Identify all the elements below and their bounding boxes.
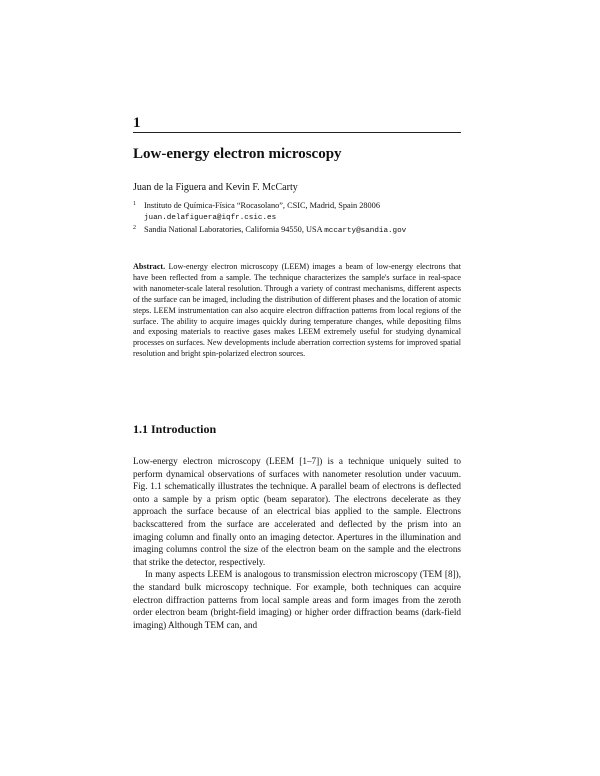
- body-text: [133, 455, 461, 631]
- abstract-text: Low-energy electron microscopy (LEEM) images a beam of low-energy electrons that have been reflected from a sample. The technique characterizes the sample's surface in real-space with nanometer-scale lateral resolution. Through a variety of contrast mechanisms, different aspects of the surface can be imaged, including the distribution of different phases and the location of atomic steps. LEEM instrumentation can also acquire electron diffraction patterns from local regions of the surface. The ability to acquire images quickly during temperature changes, while depositing films and exposing materials to reactive gases makes LEEM extremely useful for studying dynamical processes on surfaces. New developments include aberration correction systems for improved spatial resolution and bright spin-polarized electron sources.: [133, 262, 461, 359]
- author-email[interactable]: mccarty@sandia.gov: [324, 227, 407, 235]
- chapter-rule: [133, 132, 461, 133]
- section-heading: 1.1 Introduction: [133, 422, 217, 436]
- author-list: Juan de la Figuera and Kevin F. McCarty: [133, 182, 298, 193]
- abstract-label: Abstract.: [133, 262, 166, 271]
- affiliation-text: Instituto de Química-Física “Rocasolano”, CSIC, Madrid, Spain 28006: [144, 201, 380, 210]
- affiliation-2: [133, 224, 461, 237]
- author-email[interactable]: juan.delafiguera@iqfr.csic.es: [144, 214, 277, 222]
- abstract: [133, 262, 461, 360]
- affiliation-mark: 2: [133, 225, 136, 231]
- paragraph: In many aspects LEEM is analogous to transmission electron microscopy (TEM [8]), the standard bulk microscopy technique. For example, both techniques can acquire electron diffraction patterns from local sample areas and form images from the zeroth order electron beam (bright-field imaging) or higher order diffraction beams (dark-field imaging) Although TEM can, and: [133, 569, 461, 630]
- affiliation-text: Sandia National Laboratories, California 94550, USA: [144, 225, 323, 234]
- affiliation-mark: 1: [133, 201, 136, 207]
- chapter-number: 1: [133, 115, 141, 131]
- affiliation-1: [133, 200, 461, 224]
- paragraph: Low-energy electron microscopy (LEEM [1–7]) is a technique uniquely suited to perform dynamical observations of surfaces with nanometer resolution under vacuum. Fig. 1.1 schematically illustrates the technique. A parallel beam of electrons is deflected onto a sample by a prism optic (beam separator). The electrons decelerate as they approach the surface because of an electrical bias applied to the sample. Electrons backscattered from the surface are accelerated and deflected by the prism into an imaging column and finally onto an imaging detector. Apertures in the illumination and imaging columns control the size of the electron beam on the sample and the electrons that strike the detector, respectively.: [133, 456, 461, 567]
- chapter-title: Low-energy electron microscopy: [133, 146, 342, 162]
- affiliations: [133, 200, 461, 237]
